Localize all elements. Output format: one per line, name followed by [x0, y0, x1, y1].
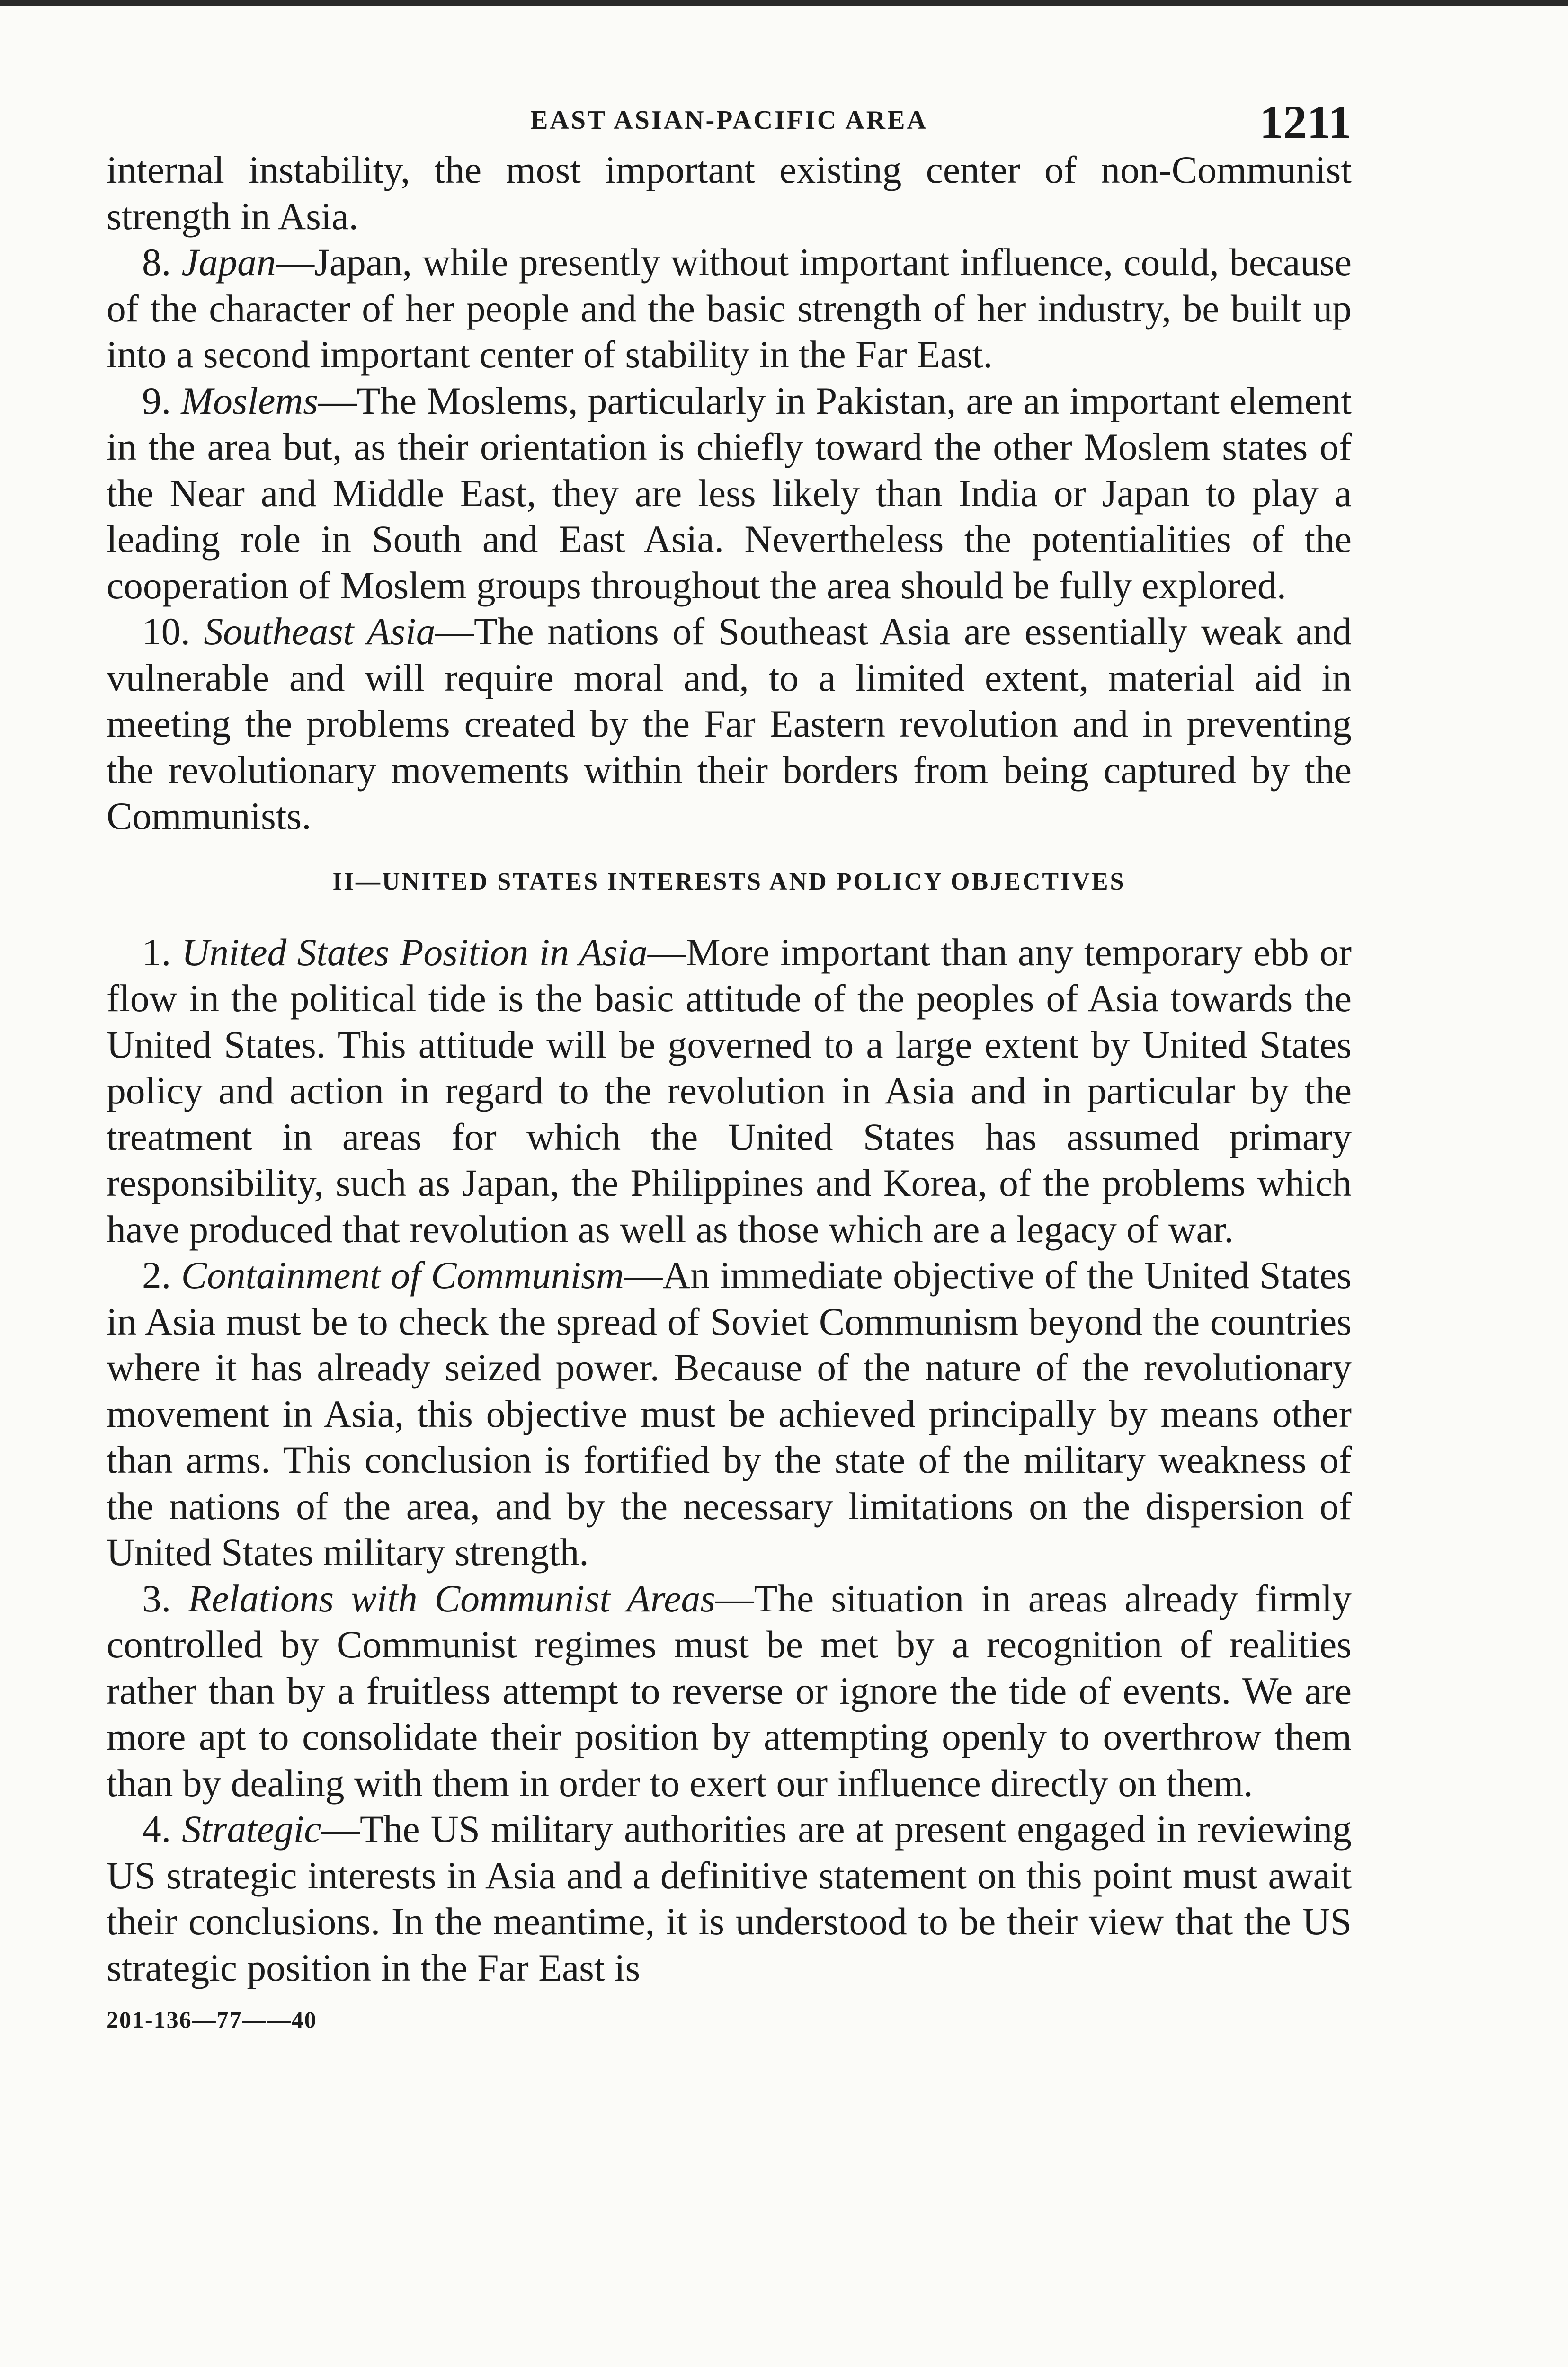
running-head-title: EAST ASIAN-PACIFIC AREA — [530, 106, 928, 135]
paragraph-text: —The nations of Southeast Asia are essentially weak and vulnerable and will require moral and, to a limited extent, material aid in meeting the problems created by the Far Eastern revolution and in preventing the revolutionary movements within their borders from being captured by the Communists. — [107, 610, 1352, 837]
scan-top-border — [0, 0, 1568, 6]
paragraph-text: —The situation in areas already firmly controlled by Communist regimes must be met by a recognition of realities rather than by a fruitless attempt to reverse or ignore the tide of events. We are more apt to consolidate their position by attempting openly to overthrow them than by dealing with them in order to exert our influence directly on them. — [107, 1576, 1352, 1805]
paragraph-number: 9. — [142, 379, 181, 422]
paragraph-lead: United States Position in Asia — [181, 930, 648, 974]
paragraph-strategic — [107, 1806, 1352, 1991]
paragraph-us-position — [107, 929, 1352, 1253]
print-code-footer: 201-136—77——40 — [107, 2006, 317, 2033]
paragraph-containment — [107, 1252, 1352, 1575]
paragraph-text: —The US military authorities are at present engaged in reviewing US strategic interests in Asia and a definitive statement on this point must await their conclusions. In the meantime, it is understood to be their view that the US strategic position in the Far East is — [107, 1807, 1352, 1989]
paragraph-text: —The Moslems, particularly in Pakistan, are an important element in the area but, as their orientation is chiefly toward the other Moslem states of the Near and Middle East, they are less likely than India or Japan to play a leading role in South and East Asia. Nevertheless the potentialities of the cooperation of Moslem groups throughout the area should be fully explored. — [107, 379, 1352, 607]
paragraph-lead: Strategic — [182, 1807, 321, 1851]
page-number: 1211 — [1259, 96, 1352, 148]
document-page — [107, 95, 1352, 2033]
paragraph-lead: Southeast Asia — [204, 610, 436, 653]
paragraph-continuation — [107, 147, 1352, 239]
paragraph-text: —More important than any temporary ebb or flow in the political tide is the basic attitude of the peoples of Asia towards the United States. This attitude will be governed to a large extent by United States policy and action in regard to the revolution in Asia and in particular by the treatment in areas for which the United States has assumed primary responsibility, such as Japan, the Philippines and Korea, of the problems which have produced that revolution as well as those which are a legacy of war. — [107, 930, 1352, 1251]
paragraph-number: 10. — [142, 610, 204, 653]
paragraph-number: 2. — [142, 1254, 181, 1297]
paragraph-lead: Moslems — [181, 379, 318, 422]
running-head — [107, 95, 1352, 147]
paragraph-lead: Japan — [181, 240, 276, 284]
paragraph-lead: Relations with Communist Areas — [188, 1576, 715, 1620]
paragraph-number: 4. — [142, 1807, 182, 1851]
paragraph-text: —Japan, while presently without important influence, could, because of the character of her people and the basic strength of her industry, be built up into a second important center of stability in the Far East. — [107, 240, 1352, 376]
paragraph-text: internal instability, the most important existing center of non-Communist strength in Asia. — [107, 148, 1352, 238]
section-heading: II—UNITED STATES INTERESTS AND POLICY OBJECTIVES — [332, 868, 1126, 895]
paragraph-communist-relations — [107, 1575, 1352, 1806]
paragraph-text: —An immediate objective of the United States in Asia must be to check the spread of Soviet Communism beyond the countries where it has already seized power. Because of the nature of the revolutionary movement in Asia, this objective must be achieved principally by means other than arms. This conclusion is fortified by the state of the military weakness of the nations of the area, and by the necessary limitations on the dispersion of United States military strength. — [107, 1254, 1352, 1574]
paragraph-lead: Containment of Communism — [181, 1254, 624, 1297]
paragraph-southeast-asia — [107, 608, 1352, 839]
paragraph-number: 3. — [142, 1576, 188, 1620]
paragraph-japan — [107, 239, 1352, 378]
paragraph-number: 8. — [142, 240, 182, 284]
paragraph-number: 1. — [142, 930, 182, 974]
paragraph-moslems — [107, 378, 1352, 609]
